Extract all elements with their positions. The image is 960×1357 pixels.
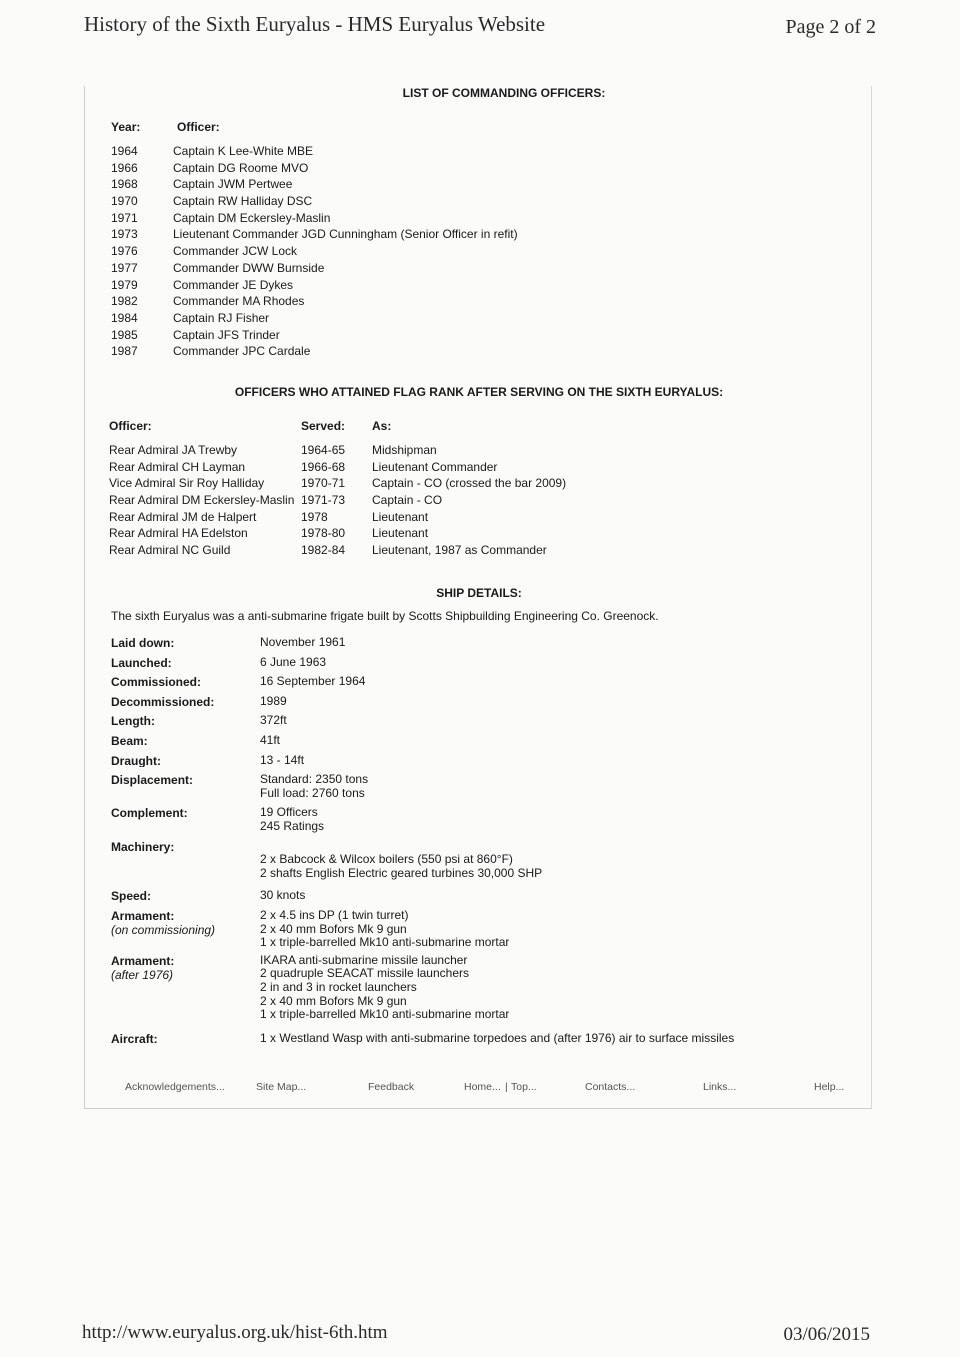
spec-value-line: Standard: 2350 tons — [260, 773, 369, 787]
officer-name: Captain JWM Pertwee — [173, 177, 293, 192]
served-as: Captain - CO — [372, 493, 443, 508]
spec-label — [111, 1032, 158, 1046]
spec-label — [111, 695, 214, 709]
officer-name: Captain K Lee-White MBE — [173, 144, 314, 158]
spec-label — [111, 840, 174, 854]
spec-value-line: 41ft — [260, 733, 281, 747]
year-column-header: Year: — [111, 120, 141, 134]
spec-value-line: 1 x triple-barrelled Mk10 anti-submarine mortar — [260, 1007, 510, 1022]
spec-label — [111, 806, 188, 820]
feedback-link[interactable]: Feedback — [368, 1081, 415, 1093]
spec-label — [111, 754, 161, 768]
spec-row — [111, 695, 851, 709]
spec-value-line: 2 shafts English Electric geared turbines 30,000 SHP — [260, 865, 543, 880]
spec-row — [111, 1032, 851, 1046]
top-link[interactable]: Top... — [511, 1081, 537, 1093]
spec-label — [111, 714, 155, 728]
spec-value-line: 372ft — [260, 714, 287, 728]
spec-value — [260, 656, 851, 670]
served-years: 1978 — [301, 509, 328, 524]
spec-value — [260, 714, 851, 728]
spec-value-line: 2 x 40 mm Bofors Mk 9 gun — [260, 993, 407, 1008]
spec-value-line: 19 Officers — [260, 806, 318, 820]
officer-name: Commander JE Dykes — [173, 277, 294, 292]
list-item — [111, 278, 811, 295]
spec-value — [260, 806, 851, 833]
spec-value-line: 30 knots — [260, 889, 306, 903]
links-link[interactable]: Links... — [703, 1081, 737, 1093]
served-years: 1978-80 — [301, 526, 346, 541]
spec-label-note: (after 1976) — [111, 967, 174, 982]
officer-year: 1966 — [111, 160, 138, 175]
commanding-officers-list — [111, 144, 811, 361]
served-years: 1982-84 — [301, 543, 346, 558]
spec-value — [260, 734, 851, 748]
spec-value — [260, 1032, 851, 1046]
nav-separator: | — [505, 1081, 508, 1093]
officer-year: 1968 — [111, 177, 138, 192]
spec-label-text: Speed: — [111, 889, 152, 903]
spec-row — [111, 909, 851, 950]
page-url: http://www.euryalus.org.uk/hist-6th.htm — [82, 1322, 388, 1343]
spec-label — [111, 889, 151, 903]
list-item — [111, 261, 811, 278]
spec-value — [260, 909, 851, 950]
served-years: 1966-68 — [301, 459, 346, 474]
officer-name: Captain DM Eckersley-Maslin — [173, 210, 331, 225]
table-row — [109, 543, 809, 560]
served-years: 1971-73 — [301, 493, 346, 508]
page-number: Page 2 of 2 — [785, 16, 876, 38]
served-column-header: Served: — [301, 419, 346, 433]
ship-intro: The sixth Euryalus was a anti-submarine frigate built by Scotts Shipbuilding Engineering Co. Greenock. — [111, 609, 659, 623]
spec-value-line: 2 quadruple SEACAT missile launchers — [260, 966, 469, 981]
officer-column-header: Officer: — [109, 419, 152, 433]
officer-year: 1985 — [111, 327, 138, 342]
officer-name: Commander DWW Burnside — [173, 260, 325, 275]
spec-label-text: Armament: — [111, 908, 175, 923]
spec-row — [111, 754, 851, 768]
officer-year: 1971 — [111, 210, 138, 225]
officer-name: Commander MA Rhodes — [173, 294, 305, 309]
served-years: 1970-71 — [301, 476, 346, 491]
spec-label-text: Draught: — [111, 753, 161, 768]
ship-specs — [111, 636, 851, 1045]
officer-name: Captain RJ Fisher — [173, 310, 270, 325]
spec-value-line: 13 - 14ft — [260, 753, 305, 767]
flag-officer-name: Vice Admiral Sir Roy Halliday — [109, 476, 265, 491]
flag-officers-list — [109, 443, 809, 560]
home-link[interactable]: Home... — [464, 1081, 501, 1093]
commanding-officers-title: LIST OF COMMANDING OFFICERS: — [402, 86, 606, 100]
spec-label — [111, 773, 193, 787]
spec-value — [260, 695, 851, 709]
spec-label-text: Complement: — [111, 806, 188, 821]
served-as: Captain - CO (crossed the bar 2009) — [372, 476, 567, 491]
flag-officer-name: Rear Admiral JM de Halpert — [109, 509, 257, 524]
list-item — [111, 177, 811, 194]
spec-value-line: November 1961 — [260, 636, 346, 649]
spec-label — [111, 734, 148, 748]
contacts-link[interactable]: Contacts... — [585, 1081, 636, 1093]
officer-year: 1987 — [111, 344, 138, 359]
spec-label-text: Length: — [111, 714, 155, 728]
officer-name: Captain DG Roome MVO — [173, 160, 309, 175]
spec-value-line: 2 x 4.5 ins DP (1 twin turret) — [260, 908, 409, 922]
spec-label-text: Machinery: — [111, 839, 175, 854]
spec-label — [111, 954, 174, 982]
spec-label-text: Beam: — [111, 733, 148, 748]
spec-label-text: Aircraft: — [111, 1031, 158, 1046]
officer-name: Commander JPC Cardale — [173, 344, 311, 359]
officer-year: 1977 — [111, 260, 138, 275]
flag-officer-name: Rear Admiral HA Edelston — [109, 526, 248, 541]
document-title: History of the Sixth Euryalus - HMS Euryalus Website — [84, 12, 546, 36]
spec-label — [111, 636, 174, 650]
list-item — [111, 161, 811, 178]
spec-value — [260, 954, 851, 1022]
spec-row — [111, 954, 851, 1022]
spec-label-text: Commissioned: — [111, 675, 202, 689]
spec-label-text: Launched: — [111, 655, 172, 670]
list-item — [111, 244, 811, 261]
officer-year: 1979 — [111, 277, 138, 292]
spec-label-text: Laid down: — [111, 636, 175, 650]
page-frame — [84, 86, 872, 1109]
table-row — [109, 493, 809, 510]
spec-row — [111, 636, 851, 650]
spec-row — [111, 773, 851, 800]
spec-value — [260, 675, 851, 689]
spec-row — [111, 734, 851, 748]
list-item — [111, 344, 811, 361]
served-as: Lieutenant Commander — [372, 459, 498, 474]
list-item — [111, 294, 811, 311]
spec-row — [111, 714, 851, 728]
table-row — [109, 526, 809, 543]
site-map-link[interactable]: Site Map... — [256, 1081, 307, 1093]
officer-name: Captain JFS Trinder — [173, 327, 280, 342]
print-header — [0, 8, 960, 44]
table-row — [109, 510, 809, 527]
served-as: Lieutenant, 1987 as Commander — [372, 543, 547, 558]
spec-row — [111, 889, 851, 903]
list-item — [111, 211, 811, 228]
spec-value — [260, 754, 851, 768]
list-item — [111, 311, 811, 328]
spec-label-text: Displacement: — [111, 773, 194, 788]
served-as: Lieutenant — [372, 509, 429, 524]
spec-value-line: 1989 — [260, 694, 287, 708]
spec-value-line: IKARA anti-submarine missile launcher — [260, 953, 468, 967]
as-column-header: As: — [372, 419, 392, 433]
spec-row — [111, 675, 851, 689]
spec-value-line: Full load: 2760 tons — [260, 785, 365, 800]
spec-label — [111, 656, 172, 670]
spec-value-line: 1 x triple-barrelled Mk10 anti-submarine mortar — [260, 935, 510, 950]
list-item — [111, 194, 811, 211]
spec-label-text: Decommissioned: — [111, 694, 215, 709]
officer-year: 1984 — [111, 310, 138, 325]
flag-officer-name: Rear Admiral CH Layman — [109, 459, 246, 474]
officer-name: Lieutenant Commander JGD Cunningham (Senior Officer in refit) — [173, 227, 518, 242]
table-row — [109, 476, 809, 493]
served-as: Lieutenant — [372, 526, 429, 541]
flag-officer-name: Rear Admiral JA Trewby — [109, 443, 238, 457]
spec-value — [260, 840, 851, 881]
spec-value-line: 2 x Babcock & Wilcox boilers (550 psi at 860°F) — [260, 852, 513, 867]
spec-value-line: 6 June 1963 — [260, 655, 327, 669]
officer-year: 1970 — [111, 194, 138, 209]
spec-value-line: 16 September 1964 — [260, 675, 366, 689]
officer-column-header: Officer: — [177, 120, 220, 134]
spec-value — [260, 773, 851, 800]
print-date: 03/06/2015 — [783, 1324, 870, 1345]
flag-officers-title: OFFICERS WHO ATTAINED FLAG RANK AFTER SERVING ON THE SIXTH EURYALUS: — [234, 385, 724, 399]
table-row — [109, 443, 809, 460]
spec-value-line — [260, 840, 851, 854]
spec-label-text: Armament: — [111, 953, 175, 968]
footer-nav — [125, 1081, 885, 1097]
list-item — [111, 328, 811, 345]
list-item — [111, 144, 811, 161]
served-as: Midshipman — [372, 443, 437, 457]
officer-year: 1982 — [111, 294, 138, 309]
spec-value-line: 2 in and 3 in rocket launchers — [260, 979, 417, 994]
spec-row — [111, 840, 851, 881]
acknowledgements-link[interactable]: Acknowledgements... — [125, 1081, 225, 1093]
spec-label — [111, 909, 215, 937]
spec-value — [260, 636, 851, 650]
spec-value-line: 2 x 40 mm Bofors Mk 9 gun — [260, 921, 407, 936]
list-item — [111, 227, 811, 244]
spec-label-note: (on commissioning) — [111, 922, 216, 937]
help-link[interactable]: Help... — [814, 1081, 845, 1093]
spec-value-line: 245 Ratings — [260, 818, 325, 833]
officer-name: Commander JCW Lock — [173, 244, 298, 259]
served-years: 1964-65 — [301, 443, 346, 457]
spec-label — [111, 675, 201, 689]
ship-details-title: SHIP DETAILS: — [436, 586, 522, 600]
print-footer — [0, 1318, 960, 1348]
officer-year: 1964 — [111, 144, 138, 158]
spec-row — [111, 656, 851, 670]
flag-officer-name: Rear Admiral NC Guild — [109, 543, 231, 558]
table-row — [109, 460, 809, 477]
officer-name: Captain RW Halliday DSC — [173, 194, 313, 209]
officer-year: 1976 — [111, 244, 138, 259]
spec-value-line: 1 x Westland Wasp with anti-submarine torpedoes and (after 1976) air to surface missiles — [260, 1031, 735, 1045]
spec-value — [260, 889, 851, 903]
flag-officer-name: Rear Admiral DM Eckersley-Maslin — [109, 493, 295, 508]
spec-row — [111, 806, 851, 833]
officer-year: 1973 — [111, 227, 138, 242]
